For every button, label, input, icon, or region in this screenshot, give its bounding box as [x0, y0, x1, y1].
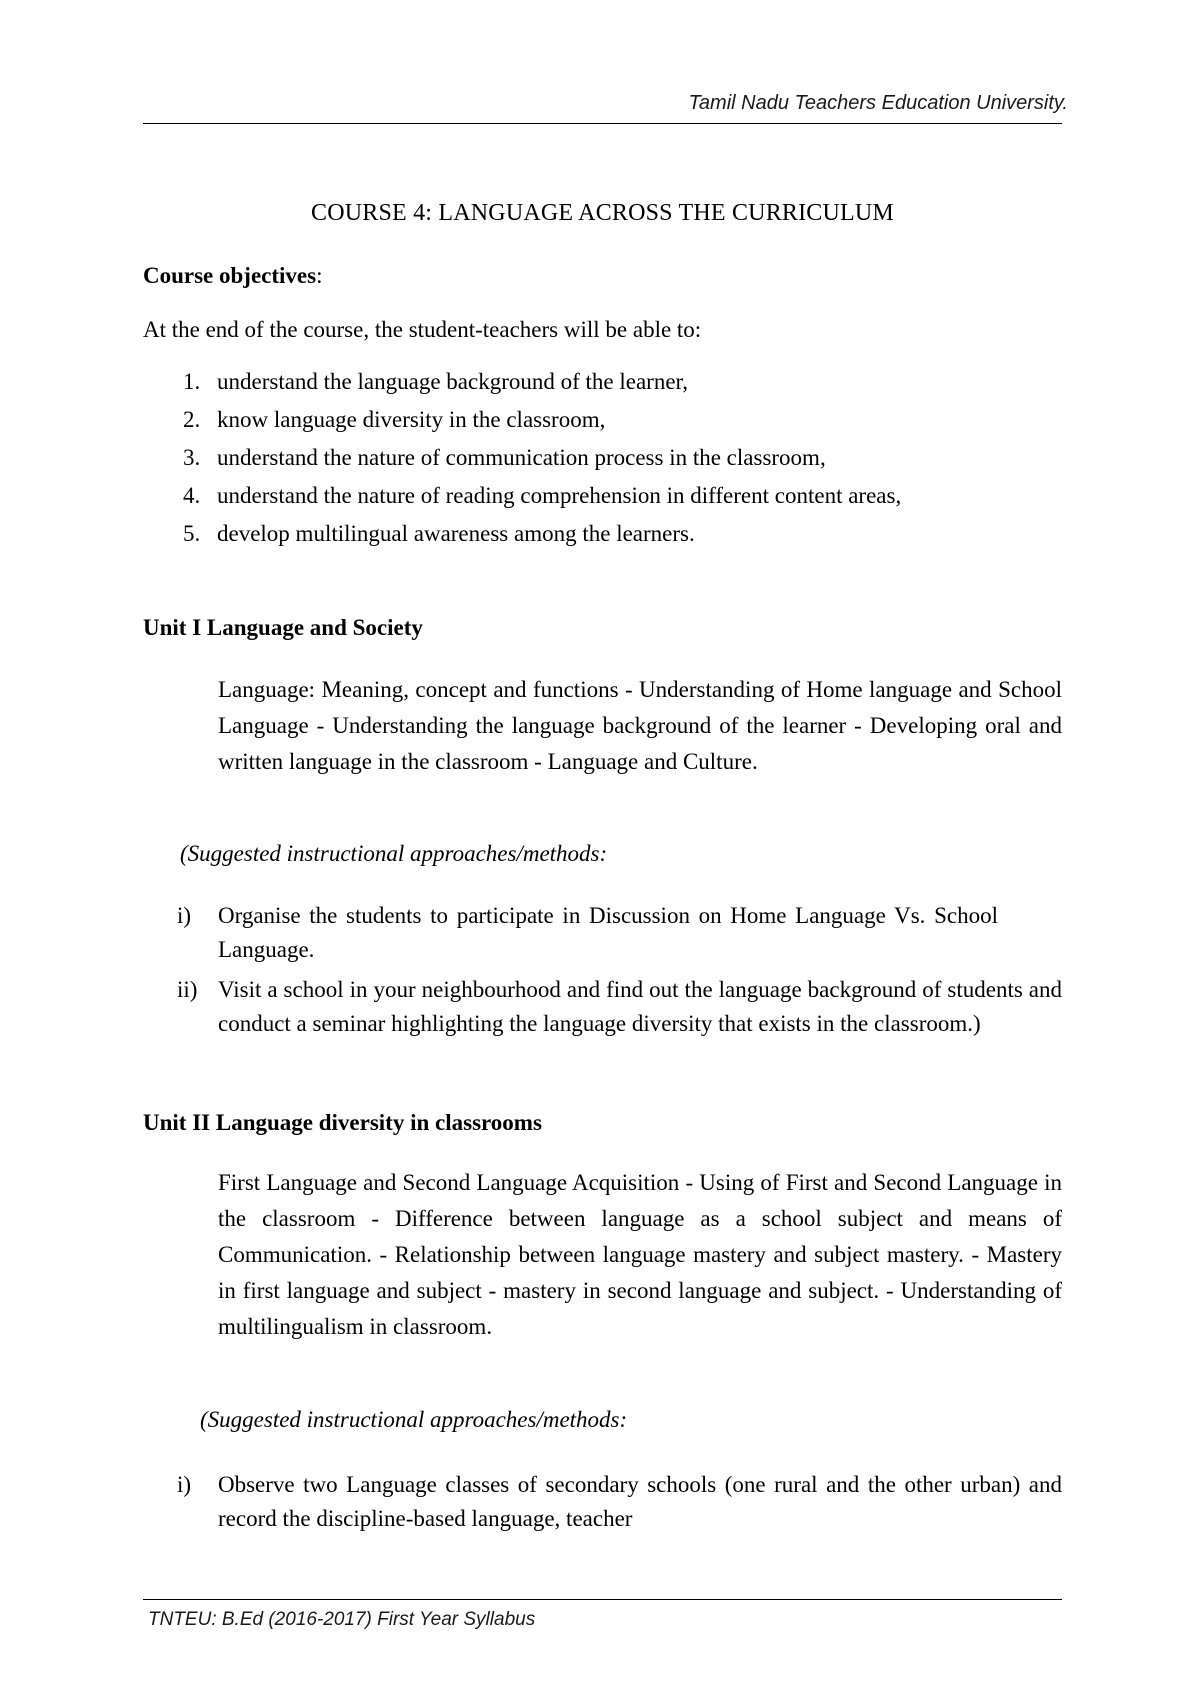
list-item — [143, 899, 998, 967]
list-item — [143, 518, 1063, 550]
list-item — [143, 366, 1063, 398]
list-item-text: understand the nature of communication process in the classroom, — [217, 445, 826, 470]
list-item — [143, 442, 1063, 474]
list-item — [143, 404, 1063, 436]
list-item-text: Visit a school in your neighbourhood and find out the language background of students and conduct a seminar highlighting the language diversity that exists in the classroom.) — [218, 977, 1062, 1036]
course-title: COURSE 4: LANGUAGE ACROSS THE CURRICULUM — [311, 200, 894, 226]
unit2-activities — [143, 1468, 1062, 1542]
unit1-heading: Unit I Language and Society — [143, 615, 423, 640]
list-item-text: understand the language background of the learner, — [217, 369, 689, 394]
list-marker: 4. — [183, 483, 201, 508]
objectives-heading-label: Course objectives — [143, 263, 317, 288]
list-item — [143, 973, 1062, 1041]
unit1-activities — [143, 899, 1062, 1047]
list-item-text: develop multilingual awareness among the learners. — [217, 521, 695, 546]
list-item — [143, 480, 1057, 512]
unit2-content: First Language and Second Language Acquisition - Using of First and Second Language in the classroom - Difference between language as a school subject and means of Communication. - Relationship between language mastery and subject mastery. - Mastery in first language and subject - mastery in second language and subject. - Understanding of multilingualism in classroom. — [218, 1170, 1062, 1339]
list-marker: ii) — [177, 977, 198, 1002]
unit2-heading: Unit II Language diversity in classrooms — [143, 1110, 542, 1135]
list-item-text: Organise the students to participate in Discussion on Home Language Vs. School Language. — [218, 903, 998, 962]
list-marker: 2. — [183, 407, 201, 432]
list-item — [143, 1468, 1062, 1536]
header-divider — [143, 123, 1062, 124]
objectives-list — [143, 366, 1063, 556]
unit1-content: Language: Meaning, concept and functions - Understanding of Home language and School Language - Understanding the language background of the learner - Developing oral and written language in the classroom - Language and Culture. — [218, 677, 1062, 774]
objectives-heading-colon: : — [316, 263, 323, 288]
list-marker: 3. — [183, 445, 201, 470]
list-marker: i) — [177, 1472, 192, 1497]
footer-divider — [143, 1599, 1062, 1600]
unit1-approaches-heading: (Suggested instructional approaches/methods: — [180, 841, 608, 866]
header-institution: Tamil Nadu Teachers Education University. — [688, 92, 1068, 114]
list-item-text: understand the nature of reading comprehension in different content areas, — [217, 483, 902, 508]
footer-text: TNTEU: B.Ed (2016-2017) First Year Syllabus — [148, 1609, 536, 1630]
list-marker: 5. — [183, 521, 201, 546]
objectives-heading — [143, 258, 323, 294]
list-marker: i) — [177, 903, 192, 928]
list-marker: 1. — [183, 369, 201, 394]
unit2-approaches-heading: (Suggested instructional approaches/methods: — [200, 1407, 628, 1432]
objectives-intro: At the end of the course, the student-teachers will be able to: — [143, 317, 702, 342]
list-item-text: know language diversity in the classroom, — [217, 407, 606, 432]
list-item-text: Observe two Language classes of secondary schools (one rural and the other urban) and record the discipline-based language, teacher — [218, 1472, 1062, 1531]
